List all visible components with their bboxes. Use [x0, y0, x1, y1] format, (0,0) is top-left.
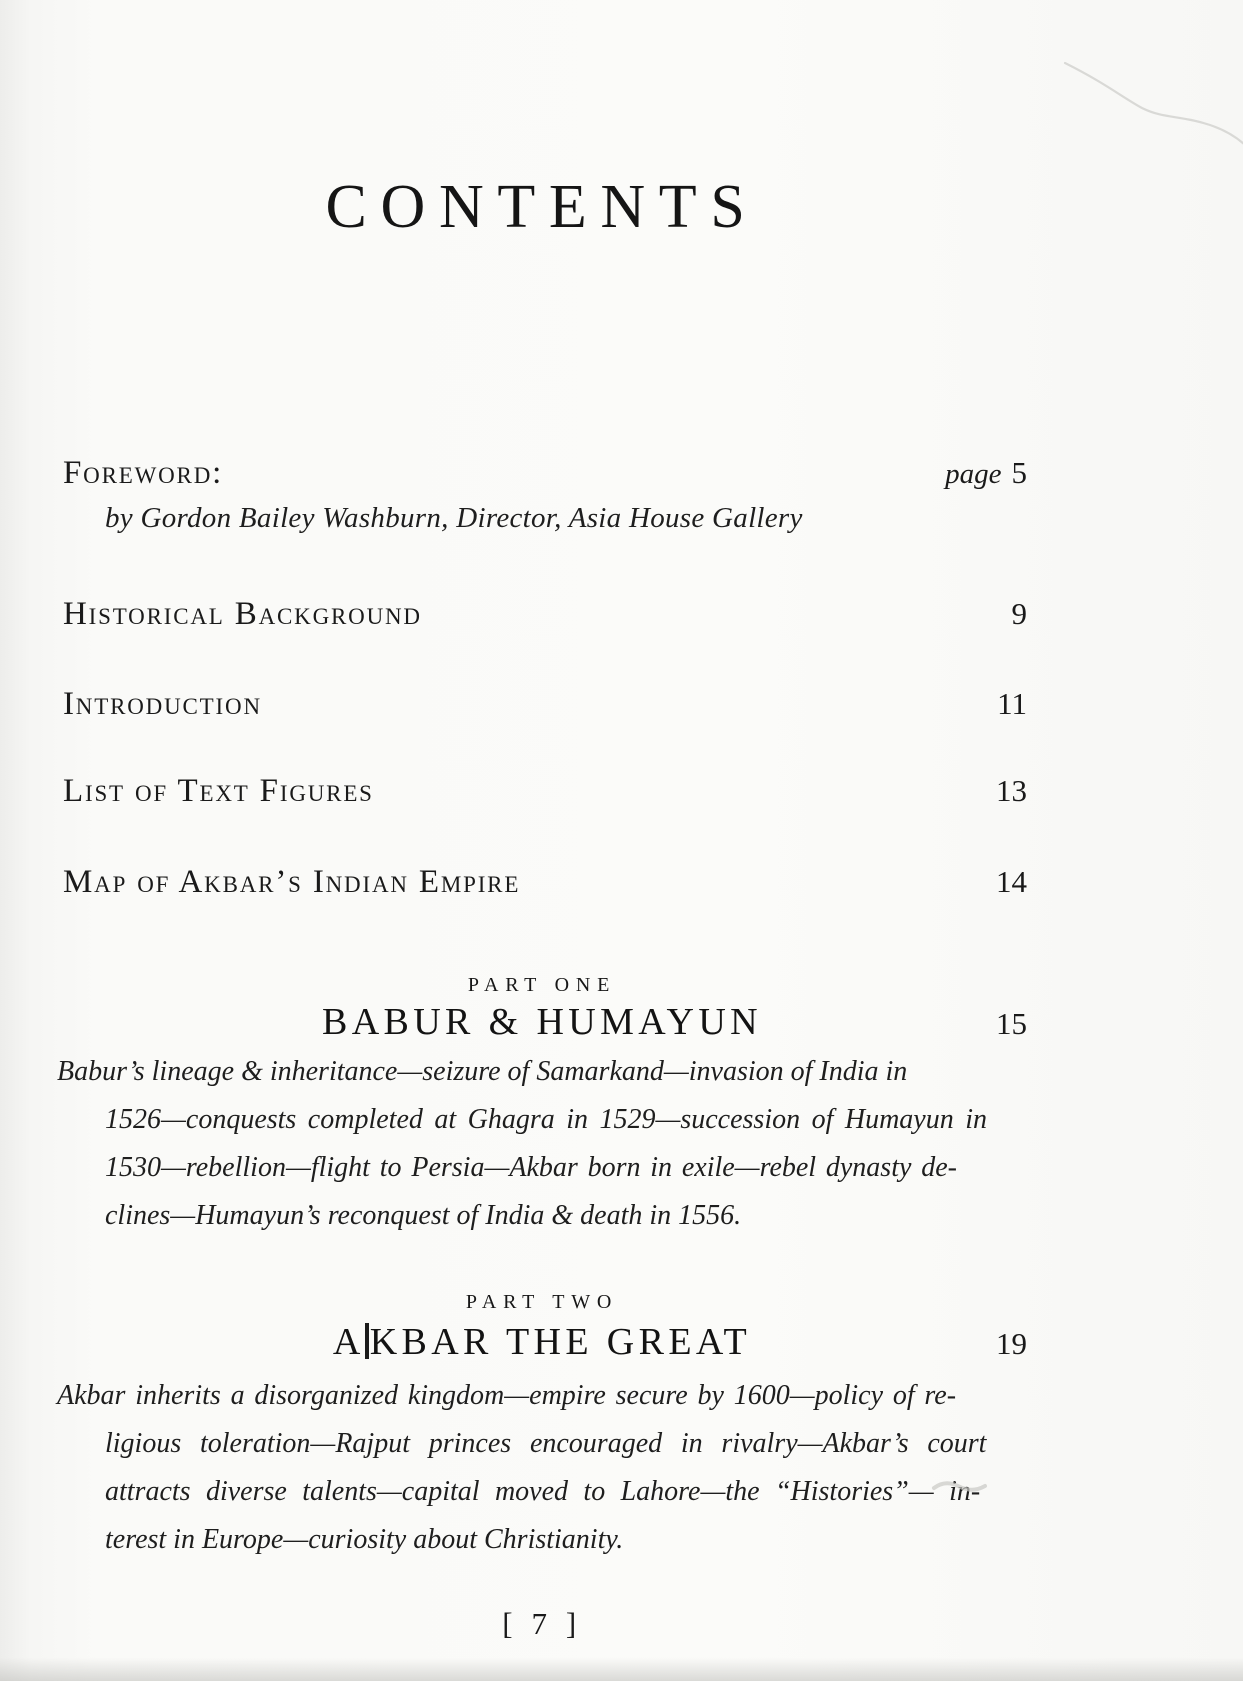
part-one-summary: [57, 1048, 1042, 1240]
scan-hairline-artifact: [1060, 45, 1243, 145]
part-two-summary: [57, 1372, 1042, 1564]
part-one-kicker: PART ONE: [467, 974, 617, 996]
part-one-heading-row: [57, 1000, 1027, 1044]
toc-entry-page: 11: [997, 686, 1027, 721]
part-two-heading-suffix: KBAR THE GREAT: [369, 1321, 752, 1363]
toc-entry-page: 9: [1011, 596, 1027, 631]
foreword-byline: by Gordon Bailey Washburn, Director, Asia House Gallery: [105, 502, 803, 534]
toc-entry-label: Introduction: [63, 686, 262, 722]
toc-row-foreword: [57, 455, 1027, 492]
summary-line: Babur’s lineage & inheritance—seizure of Samarkand—invasion of India in: [57, 1056, 908, 1087]
toc-entry-label: Historical Background: [63, 596, 422, 632]
part-two-heading: [333, 1321, 751, 1363]
summary-line: attracts diverse talents—capital moved to Lahore—the “Histories”— in-: [105, 1476, 981, 1507]
toc-row-introduction: [57, 686, 1027, 723]
toc-row-historical-background: [57, 596, 1027, 633]
toc-row-map-of-akbars-indian-empire: [57, 864, 1027, 901]
foreword-page-number: 5: [1011, 455, 1027, 490]
summary-line: 1526—conquests completed at Ghagra in 1529—succession of Humayun in: [105, 1104, 987, 1135]
summary-line: Akbar inherits a disorganized kingdom—empire secure by 1600—policy of re-: [57, 1380, 957, 1411]
toc-entry-label: Foreword:: [63, 455, 224, 491]
toc-entry-page: 13: [996, 773, 1027, 808]
summary-line: 1530—rebellion—flight to Persia—Akbar born in exile—rebel dynasty de-: [105, 1152, 957, 1183]
toc-entry-label: Map of Akbar’s Indian Empire: [63, 864, 521, 900]
toc-entry-page: [945, 455, 1027, 491]
toc-entry-page: 14: [996, 864, 1027, 899]
page-word-label: page: [945, 458, 1002, 490]
part-two-heading-row: [57, 1320, 1027, 1364]
page-title: CONTENTS: [325, 172, 759, 241]
part-two-page-number: 19: [996, 1326, 1027, 1361]
summary-line: clines—Humayun’s reconquest of India & death in 1556.: [105, 1200, 742, 1231]
toc-entry-label: List of Text Figures: [63, 773, 374, 809]
folio-page-number: [ 7 ]: [502, 1606, 582, 1641]
part-two-kicker: PART TWO: [465, 1291, 619, 1313]
toc-row-list-of-text-figures: [57, 773, 1027, 810]
part-two-heading-prefix: A: [332, 1321, 365, 1363]
part-one-heading: BABUR & HUMAYUN: [322, 1001, 762, 1043]
summary-line: terest in Europe—curiosity about Christianity.: [105, 1524, 624, 1555]
summary-line: ligious toleration—Rajput princes encouraged in rivalry—Akbar’s court: [105, 1428, 987, 1459]
print-bar-artifact: [365, 1323, 369, 1359]
part-one-page-number: 15: [996, 1006, 1027, 1041]
